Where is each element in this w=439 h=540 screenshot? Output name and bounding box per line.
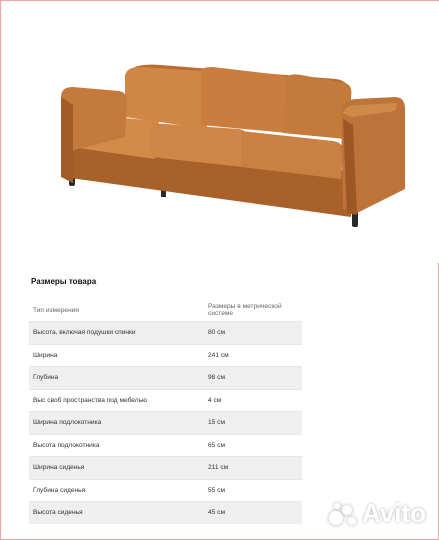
table-row <box>29 479 302 502</box>
row-label: Высота, включая подушки спинки <box>29 322 204 345</box>
sofa-illustration <box>1 1 439 263</box>
table-row <box>29 344 302 367</box>
row-label: Глубина <box>29 367 204 390</box>
watermark-text: Avito <box>361 498 426 528</box>
avito-watermark <box>328 498 426 529</box>
row-value: 15 см <box>204 412 302 435</box>
row-value: 55 см <box>204 479 302 502</box>
row-value: 241 см <box>204 344 302 367</box>
row-label: Высота подлокотника <box>29 434 204 457</box>
row-label: Ширина сиденья <box>29 457 204 480</box>
table-row <box>29 412 302 435</box>
row-value: 45 см <box>204 502 302 524</box>
table-row <box>29 434 302 457</box>
row-label: Высота сиденья <box>29 502 204 524</box>
column-header-value: Размеры в метрической системе <box>208 303 282 317</box>
table-row <box>29 389 302 412</box>
table-row <box>29 367 302 390</box>
row-value: 80 см <box>204 322 302 345</box>
row-value: 211 см <box>204 457 302 480</box>
row-label: Ширина <box>29 344 204 367</box>
table-header-row <box>29 299 302 322</box>
row-label: Выс своб пространства под мебелью <box>29 389 204 412</box>
row-value: 4 см <box>204 389 302 412</box>
table-row <box>29 322 302 345</box>
product-image <box>1 1 439 263</box>
dimensions-title: Размеры товара <box>31 277 97 286</box>
table-row <box>29 502 302 524</box>
column-header-type: Тип измерения <box>33 306 79 314</box>
table-row <box>29 457 302 480</box>
avito-logo-icon <box>328 501 358 527</box>
row-value: 98 см <box>204 367 302 390</box>
dimensions-table <box>29 299 302 524</box>
row-label: Ширина подлокотника <box>29 412 204 435</box>
row-label: Глубина сиденья <box>29 479 204 502</box>
row-value: 65 см <box>204 434 302 457</box>
